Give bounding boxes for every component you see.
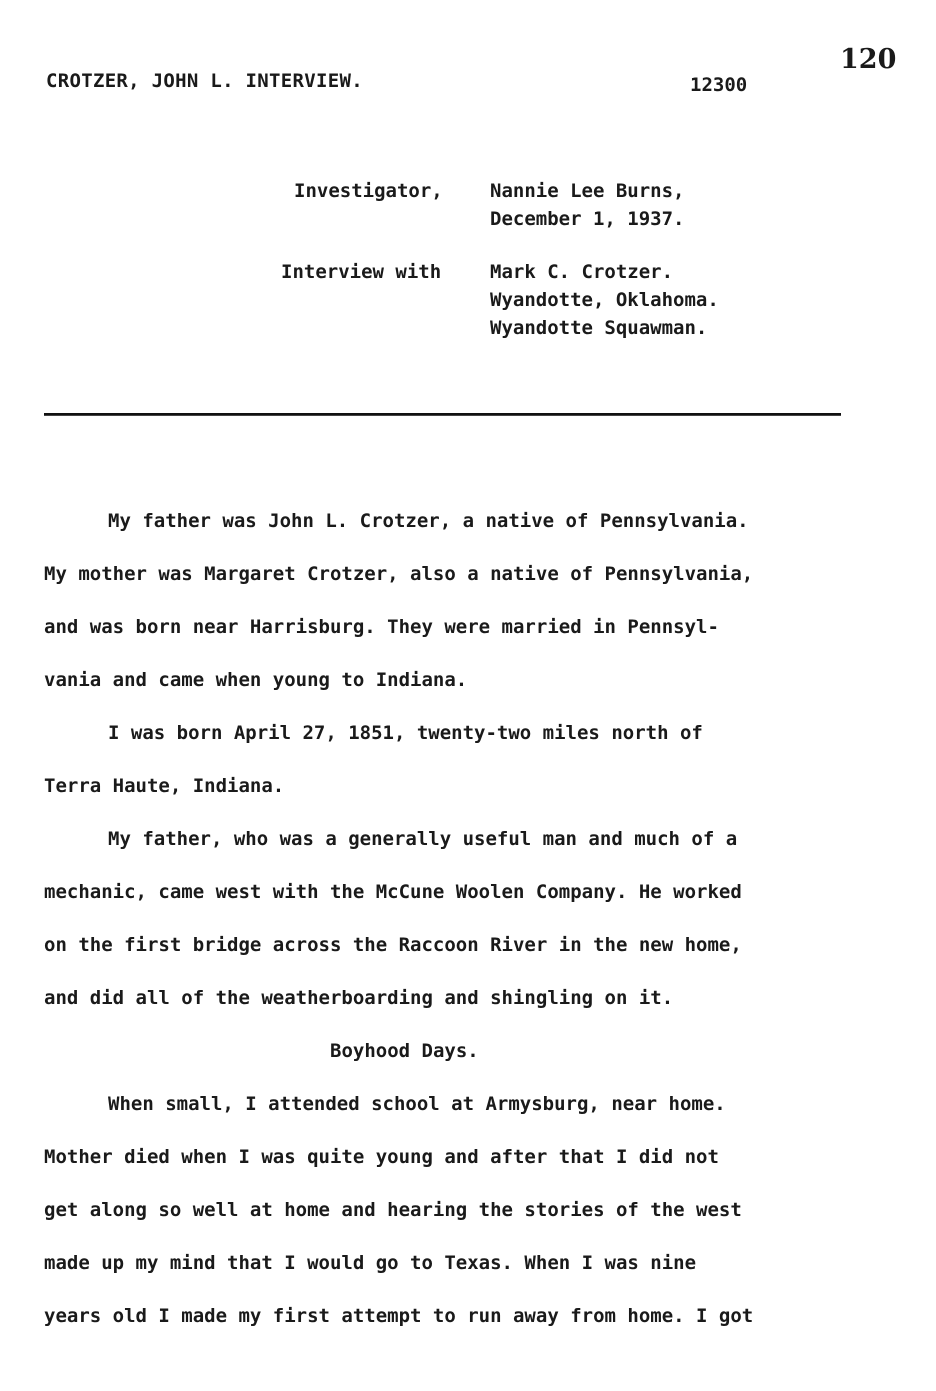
document-title: CROTZER, JOHN L. INTERVIEW. — [46, 70, 363, 92]
body-line: When small, I attended school at Armysburg, near home. — [108, 1093, 726, 1115]
interviewee-location: Wyandotte, Oklahoma. — [490, 289, 719, 311]
body-line: and was born near Harrisburg. They were married in Pennsyl- — [44, 616, 719, 638]
body-line: mechanic, came west with the McCune Woolen Company. He worked — [44, 881, 742, 903]
body-line: My mother was Margaret Crotzer, also a native of Pennsylvania, — [44, 563, 754, 585]
interviewee-name: Mark C. Crotzer. — [490, 261, 674, 283]
body-line: vania and came when young to Indiana. — [44, 669, 468, 691]
interviewee-value — [490, 258, 719, 342]
investigator-name: Nannie Lee Burns, — [490, 180, 685, 202]
body-line: Terra Haute, Indiana. — [44, 775, 285, 797]
body-line: My father was John L. Crotzer, a native of Pennsylvania. — [108, 510, 749, 532]
body-line: I was born April 27, 1851, twenty-two miles north of — [108, 722, 703, 744]
body-line: made up my mind that I would go to Texas. When I was nine — [44, 1252, 697, 1274]
section-heading: Boyhood Days. — [330, 1040, 479, 1062]
body-line: Mother died when I was quite young and after that I did not — [44, 1146, 719, 1168]
interview-date: December 1, 1937. — [490, 208, 685, 230]
interviewee-description: Wyandotte Squawman. — [490, 317, 708, 339]
body-line: get along so well at home and hearing the stories of the west — [44, 1199, 742, 1221]
investigator-value — [490, 177, 684, 233]
horizontal-divider — [44, 413, 841, 416]
page-number: 120 — [840, 44, 897, 75]
body-line: on the first bridge across the Raccoon River in the new home, — [44, 934, 742, 956]
body-line: My father, who was a generally useful man and much of a — [108, 828, 738, 850]
document-number: 12300 — [690, 74, 748, 96]
body-line: years old I made my first attempt to run away from home. I got — [44, 1305, 754, 1327]
interview-body — [44, 495, 884, 1343]
body-line: and did all of the weatherboarding and shingling on it. — [44, 987, 674, 1009]
investigator-label: Investigator, — [294, 180, 443, 202]
interview-label: Interview with — [281, 261, 442, 283]
